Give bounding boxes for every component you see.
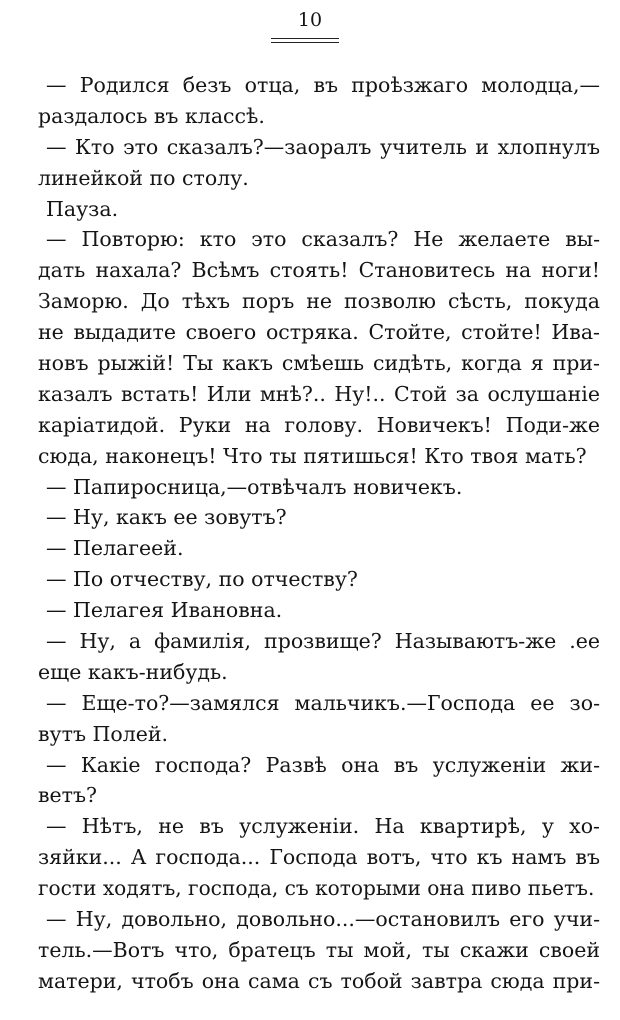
text-line: Пауза. (46, 196, 119, 221)
text-line: зяйки... А господа... Господа вотъ, что къ намъ въ (38, 845, 600, 870)
text-line: — Ну, какъ ее зовутъ? (46, 505, 287, 530)
text-line: — Пелагеей. (46, 536, 184, 561)
text-line: дать нахала? Всѣмъ стоять! Становитесь на ноги! (38, 258, 600, 283)
text-line: новъ рыжій! Ты какъ смѣешь сидѣть, когда я при- (38, 351, 600, 376)
text-line: — Нѣтъ, не въ услуженіи. На квартирѣ, у хо- (46, 814, 600, 839)
text-line: ветъ? (38, 783, 98, 808)
text-line: еще какъ-нибудь. (38, 659, 228, 684)
text-line: матери, чтобъ она сама съ тобой завтра сюда при- (38, 968, 600, 993)
text-line: — Еще-то?—замялся мальчикъ.—Господа ее зо- (46, 690, 600, 715)
text-line: — Кто это сказалъ?—заоралъ учитель и хлопнулъ (46, 134, 600, 159)
text-line: — Какіе господа? Развѣ она въ услуженіи жи- (46, 752, 600, 777)
header-double-rule (271, 38, 339, 43)
text-line: — Родился безъ отца, въ проѣзжаго молодца,— (46, 73, 600, 97)
text-line: — Пелагея Ивановна. (46, 598, 283, 623)
text-line: гости ходятъ, господа, съ которыми она пиво пьетъ. (38, 876, 595, 901)
text-line: каріатидой. Руки на голову. Новичекъ! Поди-же (38, 412, 600, 437)
text-line: раздалось въ классѣ. (38, 103, 265, 128)
text-line: — Папиросница,—отвѣчалъ новичекъ. (46, 474, 463, 499)
page-number: 10 (297, 9, 323, 31)
text-line: Заморю. До тѣхъ поръ не позволю сѣсть, покуда (38, 289, 600, 314)
text-line: сюда, наконецъ! Что ты пятишься! Кто твоя мать? (38, 443, 587, 468)
text-line: тель.—Вотъ что, братецъ ты мой, ты скажи своей (38, 937, 600, 962)
text-line: казалъ встать! Или мнѣ?.. Ну!.. Стой за ослушаніе (38, 381, 600, 406)
text-line: вутъ Полей. (38, 721, 169, 746)
text-line: — Ну, а фамилія, прозвище? Называютъ-же .ее (46, 629, 600, 654)
text-line: линейкой по столу. (38, 165, 249, 190)
text-line: — Повторю: кто это сказалъ? Не желаете вы- (46, 227, 600, 252)
text-line: — По отчеству, по отчеству? (46, 567, 358, 592)
text-line: — Ну, довольно, довольно...—остановилъ его учи- (46, 907, 600, 932)
body-text (38, 70, 600, 997)
text-line: не выдадите своего остряка. Стойте, стойте! Ива- (38, 320, 600, 345)
